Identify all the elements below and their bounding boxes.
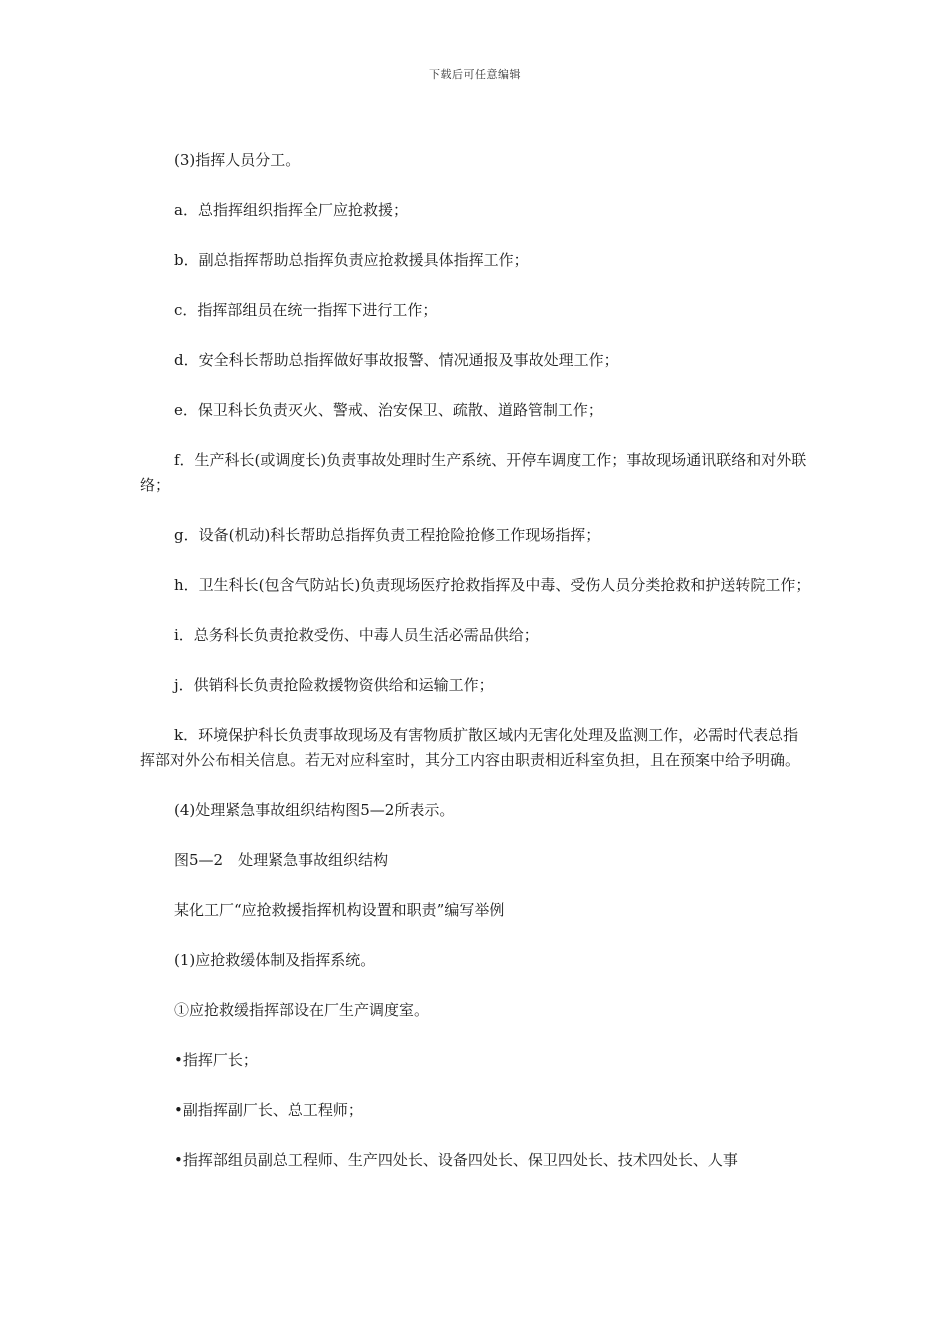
paragraph: (1)应抢救缓体制及指挥系统。 <box>174 951 376 969</box>
paragraph: c．指挥部组员在统一指挥下进行工作； <box>174 301 438 319</box>
list-item: •副指挥副厂长、总工程师； <box>174 1101 363 1119</box>
paragraph: e．保卫科长负责灭火、警戒、治安保卫、疏散、道路管制工作； <box>174 401 603 419</box>
section-heading: 某化工厂“应抢救援指挥机构设置和职责”编写举例 <box>174 901 505 919</box>
list-item: •指挥厂长； <box>174 1051 258 1069</box>
paragraph: g．设备(机动)科长帮助总指挥负责工程抢险抢修工作现场指挥； <box>174 526 601 544</box>
paragraph: f．生产科长(或调度长)负责事故处理时生产系统、开停车调度工作；事故现场通讯联络和对外联络； <box>140 451 807 494</box>
paragraph: b．副总指挥帮助总指挥负责应抢救援具体指挥工作； <box>174 251 529 269</box>
paragraph: d．安全科长帮助总指挥做好事故报警、情况通报及事故处理工作； <box>174 351 619 369</box>
page-header: 下载后可任意编辑 <box>429 68 521 81</box>
paragraph: k．环境保护科长负责事故现场及有害物质扩散区域内无害化处理及监测工作，必需时代表总指挥部对外公布相关信息。若无对应科室时，其分工内容由职责相近科室负担，且在预案中给予明确。 <box>140 726 801 769</box>
paragraph: a．总指挥组织指挥全厂应抢救援； <box>174 201 408 219</box>
paragraph: (3)指挥人员分工。 <box>174 151 301 169</box>
paragraph: h．卫生科长(包含气防站长)负责现场医疗抢救指挥及中毒、受伤人员分类抢救和护送转院工作； <box>174 576 811 594</box>
figure-caption: 图5—2 处理紧急事故组织结构 <box>174 851 389 869</box>
paragraph: (4)处理紧急事故组织结构图5—2所表示。 <box>174 801 455 819</box>
list-item: •指挥部组员副总工程师、生产四处长、设备四处长、保卫四处长、技术四处长、人事 <box>174 1151 738 1169</box>
paragraph: i．总务科长负责抢救受伤、中毒人员生活必需品供给； <box>174 626 539 644</box>
paragraph: j．供销科长负责抢险救援物资供给和运输工作； <box>174 676 494 694</box>
document-body <box>140 148 812 1198</box>
paragraph: ①应抢救缓指挥部设在厂生产调度室。 <box>174 1001 430 1019</box>
